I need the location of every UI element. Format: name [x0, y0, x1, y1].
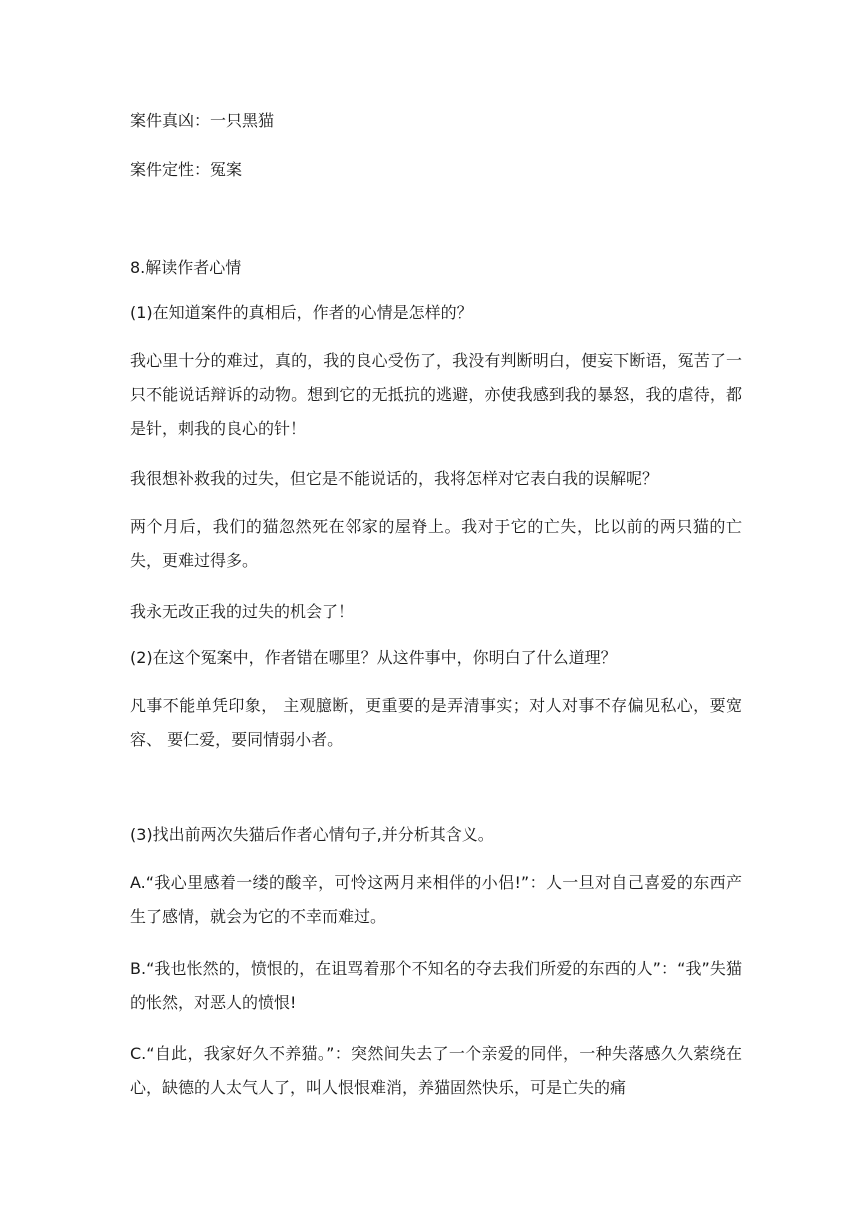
answer-3-item-b: B.“我也怅然的，愤恨的，在诅骂着那个不知名的夺去我们所爱的东西的人”：“我”失猫的怅然，对恶人的愤恨! [130, 959, 742, 1012]
answer-3-item-a: A.“我心里感着一缕的酸辛，可怜这两月来相伴的小侣!”：人一旦对自己喜爱的东西产生了感情，就会为它的不幸而难过。 [130, 873, 742, 926]
answer-1-paragraph-3: 两个月后，我们的猫忽然死在邻家的屋脊上。我对于它的亡失，比以前的两只猫的亡失，更难过得多。 [130, 517, 742, 570]
question-2: (2)在这个冤案中，作者错在哪里？从这件事中，你明白了什么道理？ [130, 648, 617, 667]
section-title: 8.解读作者心情 [130, 258, 242, 277]
answer-2: 凡事不能单凭印象， 主观臆断，更重要的是弄清事实；对人对事不存偏见私心，要宽容、 要仁爱，要同情弱小者。 [130, 696, 742, 749]
case-culprit: 案件真凶：一只黑猫 [130, 111, 275, 130]
answer-3-item-c: C.“自此，我家好久不养猫。”：突然间失去了一个亲爱的同伴，一种失落感久久萦绕在心，缺德的人太气人了，叫人恨恨难消，养猫固然快乐，可是亡失的痛 [130, 1044, 742, 1097]
answer-1-paragraph-1: 我心里十分的难过，真的，我的良心受伤了，我没有判断明白，便妄下断语，冤苦了一只不能说话辩诉的动物。想到它的无抵抗的逃避，亦使我感到我的暴怒，我的虐待，都是针，刺我的良心的针！ [130, 351, 742, 438]
answer-1-paragraph-2: 我很想补救我的过失，但它是不能说话的，我将怎样对它表白我的误解呢？ [130, 469, 659, 488]
question-3: (3)找出前两次失猫后作者心情句子,并分析其含义。 [130, 825, 494, 844]
answer-1-paragraph-4: 我永无改正我的过失的机会了！ [130, 602, 355, 621]
question-1: (1)在知道案件的真相后，作者的心情是怎样的？ [130, 303, 473, 322]
case-verdict: 案件定性：冤案 [130, 160, 243, 179]
